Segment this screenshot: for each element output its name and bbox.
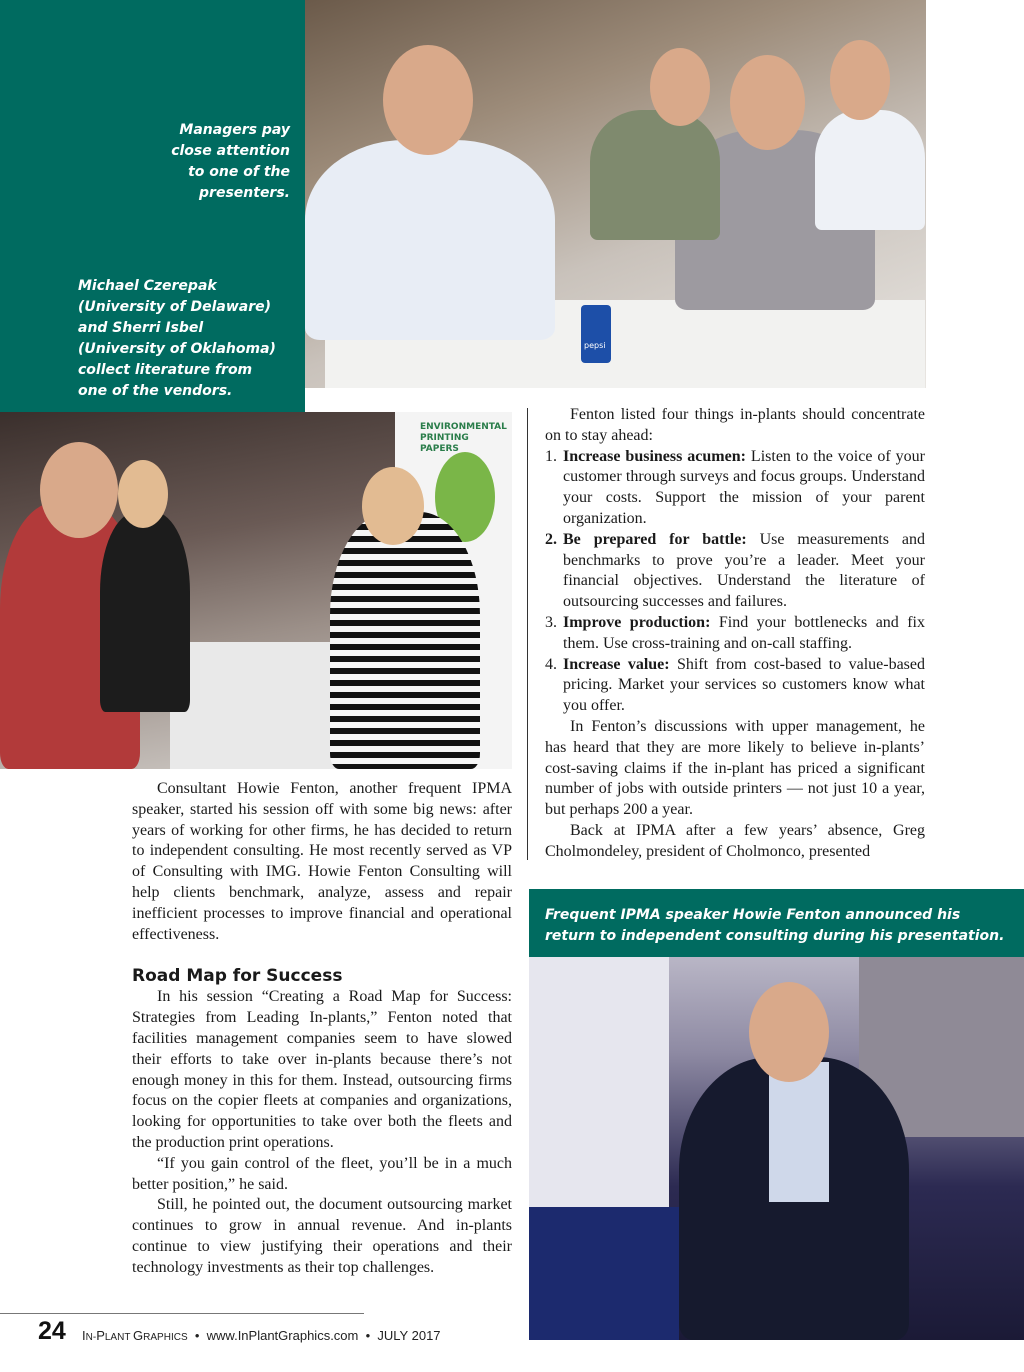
- photo-person-shirt: [590, 110, 720, 240]
- right-paragraph: In Fenton’s discussions with upper management, he has heard that they are more likely to believe in-plants’ cost-saving claims if the in-plant has priced a significant number of jobs with outside printers — not just 10 a year, but perhaps 200 a year.: [545, 717, 925, 819]
- photo-curtain: [529, 1207, 679, 1340]
- left-paragraph: “If you gain control of the fleet, you’ll be in a much better position,” he said.: [132, 1154, 512, 1193]
- footer-date: JULY 2017: [377, 1328, 441, 1343]
- left-intro: Consultant Howie Fenton, another frequent IPMA speaker, started his session off with some big news: after years of working for other firms, he has decided to return to independent consulting. He most recently served as VP of Consulting with IMG. Howie Fenton Consulting will help clients benchmark, analyze, assess and repair inefficient processes to improve financial and operational effectiveness.: [132, 780, 512, 943]
- footer-url[interactable]: www.InPlantGraphics.com: [206, 1328, 359, 1343]
- strategy-item: 3. Improve production: Find your bottlenecks and fix them. Use cross-training and on-call staffing.: [545, 613, 925, 652]
- photo-person-head: [650, 48, 710, 126]
- photo-person-shirt: [769, 1062, 829, 1202]
- photo-projector-screen: [529, 957, 669, 1207]
- strategy-item: 4. Increase value: Shift from cost-based to value-based pricing. Market your services so customers know what you offer.: [545, 655, 925, 715]
- photo-person-head: [830, 40, 890, 120]
- right-intro: Fenton listed four things in-plants should concentrate on to stay ahead:: [545, 406, 925, 444]
- right-column-text: [545, 405, 925, 863]
- caption-fenton: Frequent IPMA speaker Howie Fenton announced his return to independent consulting during his presentation.: [545, 907, 1005, 944]
- photo-vendor-literature: [0, 412, 512, 769]
- photo-person-head: [749, 982, 829, 1082]
- footer-bullet: •: [194, 1328, 200, 1343]
- photo-pepsi-can: [581, 305, 611, 363]
- photo-howie-fenton: [529, 957, 1024, 1340]
- photo-person-head: [40, 442, 118, 538]
- column-divider: [527, 408, 528, 860]
- caption-vendors: Michael Czerepak (University of Delaware) and Sherri Isbel (University of Oklahoma) collect literature from one of the vendors.: [78, 278, 276, 399]
- photo-person-shirt: [330, 512, 480, 769]
- left-paragraph: In his session “Creating a Road Map for Success: Strategies from Leading In-plants,” Fenton noted that facilities management companies seem to have slowed their efforts to take over in-plants because there’s not enough money in this for them. Instead, outsourcing firms focus on the copier fleets at companies and organizations, looking for opportunities to take over both the fleets and the production print operations.: [132, 988, 512, 1151]
- right-paragraph: Back at IPMA after a few years’ absence, Greg Cholmondeley, president of Cholmonco, presented: [545, 821, 925, 860]
- photo-person-head: [383, 45, 473, 155]
- strategy-item: 1. Increase business acumen: Listen to the voice of your customer through surveys and focus groups. Understand your costs. Support the mission of your parent organization.: [545, 447, 925, 527]
- photo-person-head: [118, 460, 168, 528]
- page-number: 24: [38, 1317, 66, 1345]
- footer-bullet: •: [365, 1328, 371, 1343]
- photo-person-shirt: [100, 512, 190, 712]
- photo-person-head: [362, 467, 424, 545]
- section-heading: Road Map for Success: [132, 966, 343, 987]
- can-label: pepsi: [584, 341, 606, 350]
- left-column-text: [132, 779, 512, 1279]
- strategy-item: 2. Be prepared for battle: Use measurements and benchmarks to prove you’re a leader. Meet your financial objectives. Understand the literature of outsourcing successes and failures.: [545, 530, 925, 611]
- photo-person-head: [730, 55, 805, 150]
- photo-person-shirt: [815, 110, 925, 230]
- footer-rule: [0, 1313, 364, 1314]
- footer-line: [82, 1328, 441, 1343]
- photo-banner: ENVIRONMENTAL PRINTING PAPERS: [395, 412, 512, 769]
- strategy-list: [545, 447, 925, 717]
- photo-person-shirt: [305, 140, 555, 340]
- caption-managers: Managers pay close attention to one of the presenters.: [171, 122, 290, 201]
- left-paragraph: Still, he pointed out, the document outsourcing market continues to grow in annual revenue. And in-plants continue to view justifying their operations and their technology investments as their top challenges.: [132, 1196, 512, 1276]
- photo-managers-audience: [305, 0, 926, 388]
- publication-name: IN-PLANT GRAPHICS: [82, 1328, 188, 1343]
